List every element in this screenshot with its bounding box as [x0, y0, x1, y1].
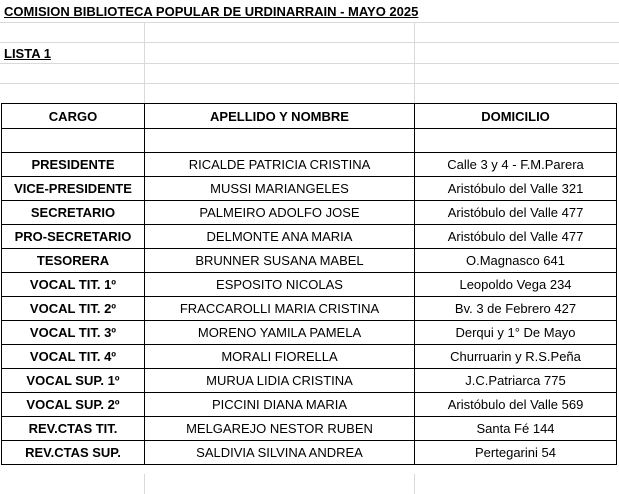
domicilio-cell: Santa Fé 144 [415, 417, 617, 441]
document-title: COMISION BIBLIOTECA POPULAR DE URDINARRAIN - MAYO 2025 [4, 4, 419, 19]
table-row [2, 321, 617, 345]
cargo-cell: VOCAL TIT. 1º [2, 273, 145, 297]
nombre-cell: MORALI FIORELLA [145, 345, 415, 369]
table-row [2, 297, 617, 321]
nombre-cell: MURUA LIDIA CRISTINA [145, 369, 415, 393]
nombre-cell: RICALDE PATRICIA CRISTINA [145, 153, 415, 177]
empty-cell [415, 129, 617, 153]
nombre-cell: BRUNNER SUSANA MABEL [145, 249, 415, 273]
table-row [2, 153, 617, 177]
table-body [2, 129, 617, 465]
header-nombre: APELLIDO Y NOMBRE [145, 104, 415, 129]
nombre-cell: MUSSI MARIANGELES [145, 177, 415, 201]
table-row [2, 417, 617, 441]
nombre-cell: FRACCAROLLI MARIA CRISTINA [145, 297, 415, 321]
table-header-row [2, 104, 617, 129]
nombre-cell: PALMEIRO ADOLFO JOSE [145, 201, 415, 225]
cargo-cell: REV.CTAS SUP. [2, 441, 145, 465]
cargo-cell: PRO-SECRETARIO [2, 225, 145, 249]
empty-cell [145, 129, 415, 153]
cargo-cell: VOCAL SUP. 1º [2, 369, 145, 393]
header-domicilio: DOMICILIO [415, 104, 617, 129]
domicilio-cell: Aristóbulo del Valle 477 [415, 225, 617, 249]
domicilio-cell: Calle 3 y 4 - F.M.Parera [415, 153, 617, 177]
cargo-cell: TESORERA [2, 249, 145, 273]
list-label: LISTA 1 [4, 46, 51, 61]
table-row [2, 441, 617, 465]
domicilio-cell: Leopoldo Vega 234 [415, 273, 617, 297]
cargo-cell: VICE-PRESIDENTE [2, 177, 145, 201]
cargo-cell: VOCAL SUP. 2º [2, 393, 145, 417]
cargo-cell: VOCAL TIT. 2º [2, 297, 145, 321]
cargo-cell: PRESIDENTE [2, 153, 145, 177]
cargo-cell: SECRETARIO [2, 201, 145, 225]
domicilio-cell: Aristóbulo del Valle 569 [415, 393, 617, 417]
empty-cell [2, 129, 145, 153]
domicilio-cell: O.Magnasco 641 [415, 249, 617, 273]
nombre-cell: SALDIVIA SILVINA ANDREA [145, 441, 415, 465]
table-spacer-row [2, 129, 617, 153]
domicilio-cell: Pertegarini 54 [415, 441, 617, 465]
commission-table [1, 103, 617, 465]
table-row [2, 249, 617, 273]
domicilio-cell: Derqui y 1° De Mayo [415, 321, 617, 345]
table-row [2, 393, 617, 417]
table-row [2, 369, 617, 393]
domicilio-cell: J.C.Patriarca 775 [415, 369, 617, 393]
nombre-cell: DELMONTE ANA MARIA [145, 225, 415, 249]
nombre-cell: ESPOSITO NICOLAS [145, 273, 415, 297]
header-cargo: CARGO [2, 104, 145, 129]
domicilio-cell: Churruarin y R.S.Peña [415, 345, 617, 369]
domicilio-cell: Bv. 3 de Febrero 427 [415, 297, 617, 321]
table-row [2, 201, 617, 225]
table-row [2, 177, 617, 201]
cargo-cell: REV.CTAS TIT. [2, 417, 145, 441]
table-row [2, 345, 617, 369]
cargo-cell: VOCAL TIT. 3º [2, 321, 145, 345]
table-row [2, 273, 617, 297]
domicilio-cell: Aristóbulo del Valle 477 [415, 201, 617, 225]
domicilio-cell: Aristóbulo del Valle 321 [415, 177, 617, 201]
nombre-cell: MELGAREJO NESTOR RUBEN [145, 417, 415, 441]
nombre-cell: MORENO YAMILA PAMELA [145, 321, 415, 345]
cargo-cell: VOCAL TIT. 4º [2, 345, 145, 369]
table-row [2, 225, 617, 249]
nombre-cell: PICCINI DIANA MARIA [145, 393, 415, 417]
